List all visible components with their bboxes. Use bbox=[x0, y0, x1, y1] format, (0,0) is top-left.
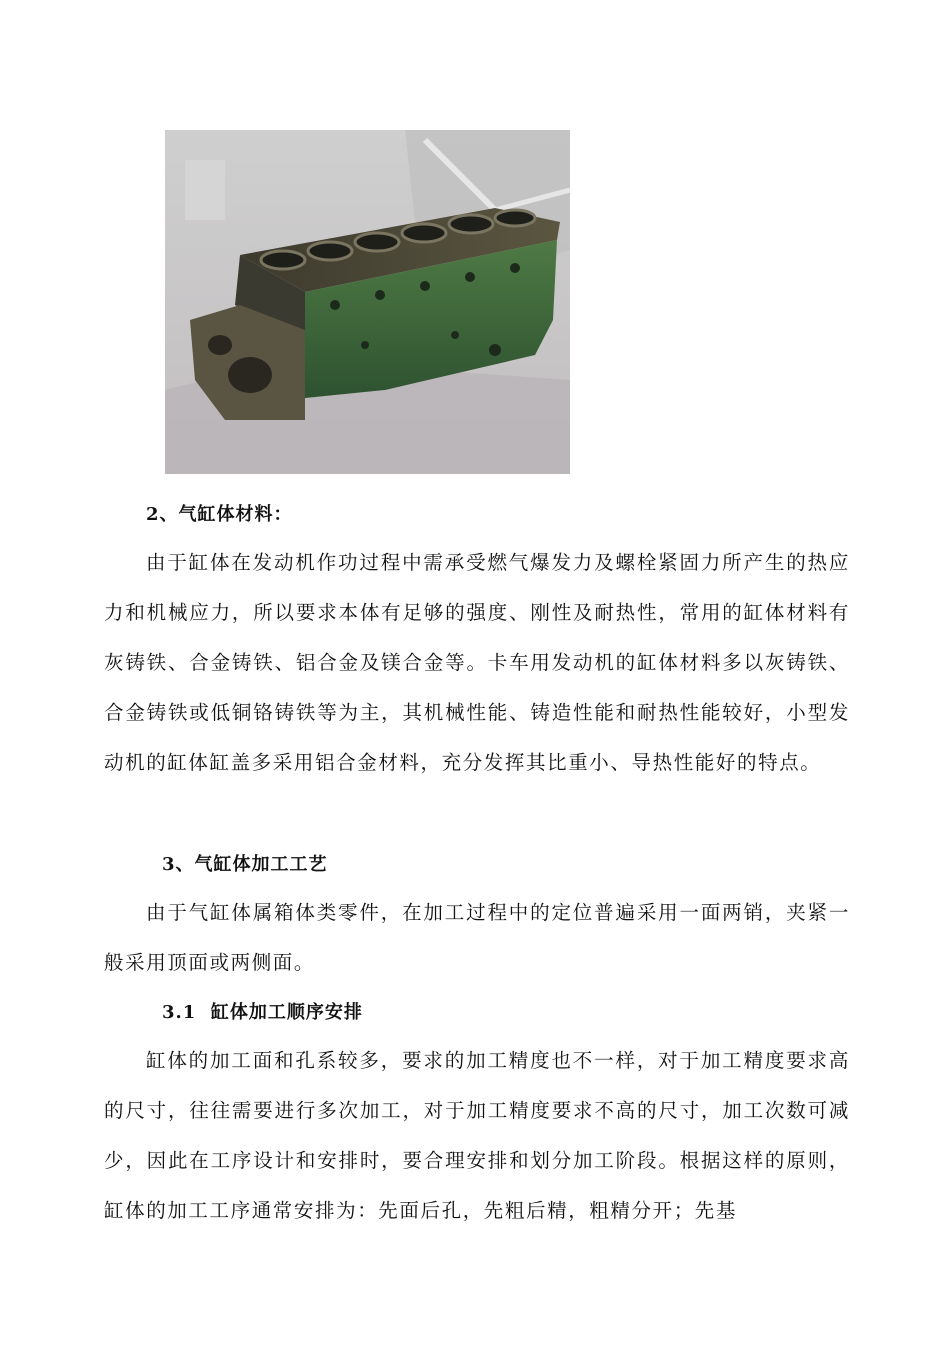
section-3-1-paragraph: 缸体的加工面和孔系较多，要求的加工精度也不一样，对于加工精度要求高的尺寸，往往需要进行多次加工，对于加工精度要求不高的尺寸，加工次数可减少，因此在工序设计和安排时，要合理安排和划分加工阶段。根据这样的原则，缸体的加工工序通常安排为：先面后孔，先粗后精，粗精分开；先基 bbox=[104, 1049, 850, 1222]
section-3-body bbox=[104, 888, 850, 988]
section-3-1-body bbox=[104, 1036, 850, 1236]
section-2-heading: 2、气缸体材料： bbox=[146, 504, 293, 525]
section-2-paragraph: 由于缸体在发动机作功过程中需承受燃气爆发力及螺栓紧固力所产生的热应力和机械应力，所以要求本体有足够的强度、刚性及耐热性，常用的缸体材料有灰铸铁、合金铸铁、铝合金及镁合金等。卡车用发动机的缸体材料多以灰铸铁、合金铸铁或低铜铬铸铁等为主，其机械性能、铸造性能和耐热性能较好，小型发动机的缸体缸盖多采用铝合金材料，充分发挥其比重小、导热性能好的特点。 bbox=[104, 551, 850, 774]
cylinder-block-figure bbox=[165, 130, 570, 474]
section-3-1-heading: 3.1 缸体加工顺序安排 bbox=[162, 1002, 363, 1023]
engine-cylinder-block-photo-icon bbox=[165, 130, 570, 474]
section-3-heading: 3、气缸体加工工艺 bbox=[162, 854, 328, 875]
section-3-paragraph: 由于气缸体属箱体类零件，在加工过程中的定位普遍采用一面两销，夹紧一般采用顶面或两侧面。 bbox=[104, 901, 850, 974]
section-2-body bbox=[104, 538, 850, 788]
